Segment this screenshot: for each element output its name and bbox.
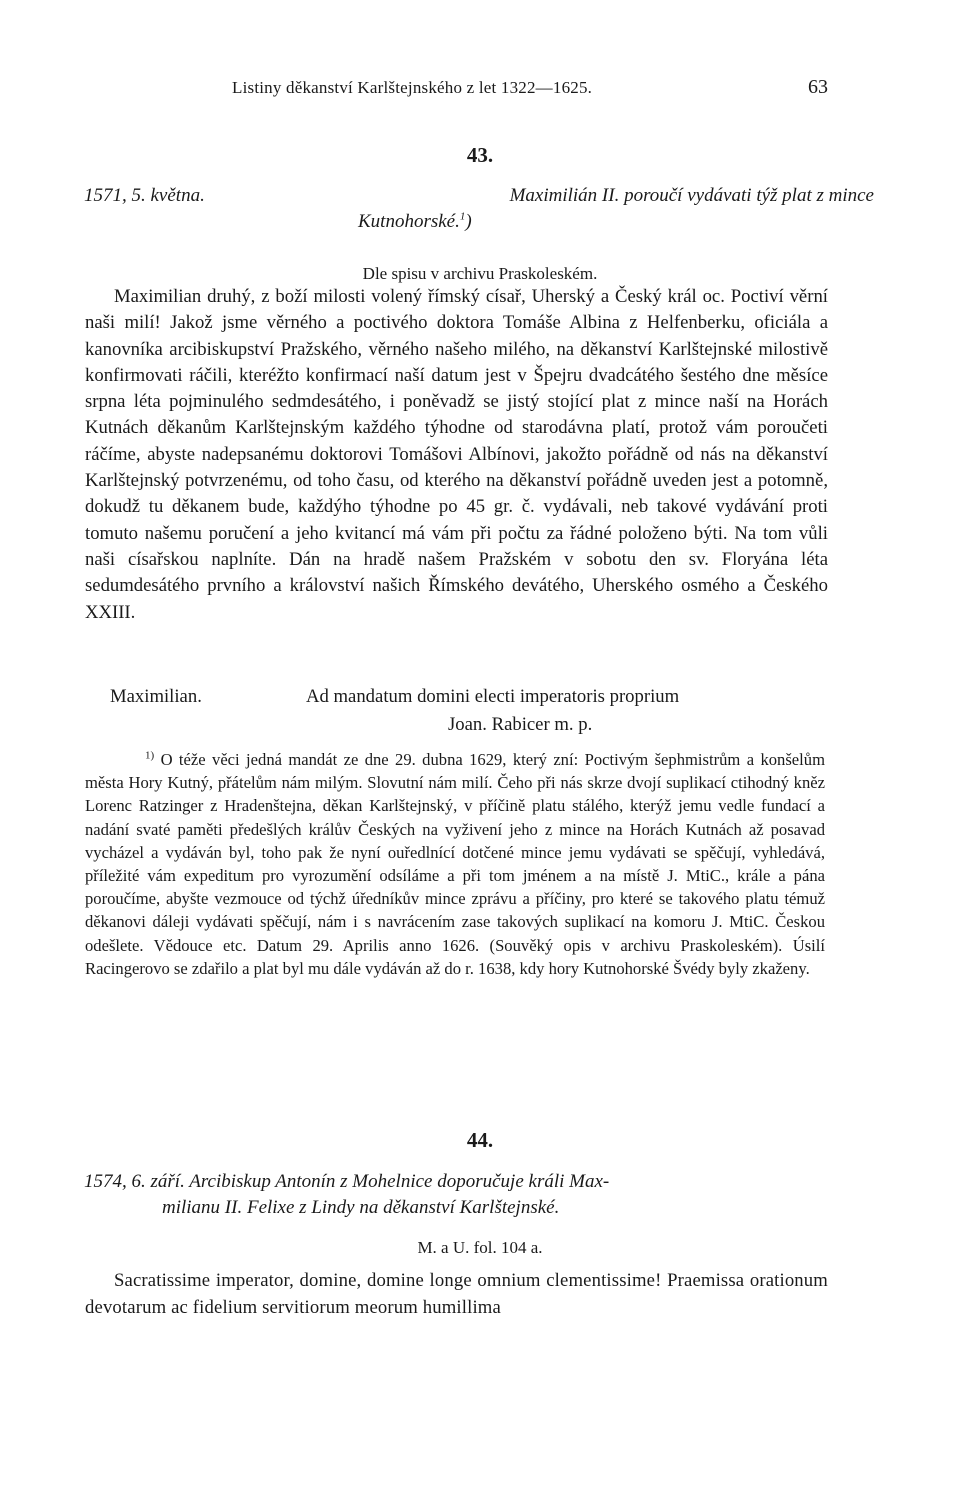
footnote-marker: 1 — [459, 210, 466, 223]
doc43-date: 1571, 5. května. — [84, 185, 205, 206]
doc43-countersign-line2: Joan. Rabicer m. p. — [448, 714, 593, 735]
doc44-source: M. a U. fol. 104 a. — [417, 1238, 543, 1257]
document-number-44: 44. — [466, 1128, 494, 1152]
page-number: 63 — [808, 76, 828, 98]
footnote-text: O téže věci jedná mandát ze dne 29. dubna 1629, který zní: Poctivým šephmistrům a konšelům města Hory Kutný, přátelům nám milým. Slovutní nám milí. Čeho při nás skrze dvojí suplikací ctihodný kněz Lorenc Ratzinger z Hradenštejna, děkan Karlštejnský, v příčině platu stálého, kterýž jemu vedle fundací a nadání svaté paměti předešlých králův Českých na vyživení jeho z mince na Horách Kutnách až posavad vycházel a vydáván byl, toho pak že nyní ouředlnící dotčené mince jemu vydávati se spěčují, vyhledává, příležité vám expeditum pro vyrozumění odsíláme a při tom jménem a na místě J. MtiC., krále a pána poroučíme, abyšte vezmouce od týchž úředníkův mince zprávu a příčiny, pro které se takového platu témuž děkanovi dáleji vydávati spěčují, nám i s navrácením zase takových suplikací na komoru J. MtiC. Českou odešlete. Vědouce etc. Datum 29. Aprilis anno 1626. (Souvěký opis v archivu Praskoleském). Úsilí Racingerovo se zdařilo a plat byl mu dále vydáván až do r. 1638, kdy hory Kutnohorské Švédy byly zkaženy. — [85, 750, 825, 978]
doc43-rubric-line1 — [84, 184, 874, 208]
document-number-43: 43. — [466, 143, 494, 167]
running-header: Listiny děkanství Karlštejnského z let 1322—1625. — [232, 78, 593, 97]
doc44-title-line1: 1574, 6. září. Arcibiskup Antonín z Mohelnice doporučuje králi Max- — [84, 1171, 610, 1192]
doc44-body-text: Sacratissime imperator, domine, domine longe omnium clementissime! Praemissa orationum devotarum ac fidelium servitiorum meorum humillima — [85, 1270, 828, 1318]
doc43-title-line1: Maximilián II. poroučí vydávati týž plat z mince — [509, 185, 874, 206]
doc43-title-line2: Kutnohorské. — [358, 211, 460, 232]
footnote-label: 1) — [145, 749, 155, 762]
doc44-title-line2: milianu II. Felixe z Lindy na děkanství Karlštejnské. — [162, 1197, 560, 1218]
doc43-body-text: Maximilian druhý, z boží milosti volený římský císař, Uherský a Český král oc. Poctiví věrní naši milí! Jakož jsme věrného a poctivého doktora Tomáše Albina z Helfenberku, oficiála a kanovníka arcibiskupství Pražského, věrného našeho milého, na děkanství Karlštejnské milostivě konfirmovati ráčili, kteréžto konfirmací naší datum jest v Špejru dvadcátého šestého dne měsíce srpna léta pojminulého sedmdesátého, i poněvadž se jistý stojící plat z mince naší na Horách Kutnách děkanům Karlštejnským každého týhodne od starodávna platí, protož vám poroučeti ráčíme, abyste nadepsanému doktorovi Tomášovi Albínovi, jakožto pořádně od nás na děkanství Karlštejnský potvrzenému, od toho času, od kterého na děkanství pořádně uveden jest a potomně, dokudž tu děkanem bude, každýho týhodne po 45 gr. č. vydávali, neb takové vydávání proti tomuto našemu poručení a jeho kvitancí má vám při počtu za řádné položeno býti. Na tom vůli naši císařskou naplníte. Dán na hradě našem Pražském v sobotu den sv. Floryána léta sedumdesátého prvního a království našich Římského devátého, Uherského osmého a Českého XXIII. — [85, 286, 828, 623]
doc43-countersign-line1: Ad mandatum domini electi imperatoris proprium — [306, 686, 680, 707]
doc43-footnote — [85, 748, 825, 980]
doc43-source: Dle spisu v archivu Praskoleském. — [362, 264, 598, 283]
doc43-rubric-line2: Kutnohorské.$^1$) — [358, 210, 472, 232]
doc43-signature: Maximilian. — [110, 686, 202, 707]
